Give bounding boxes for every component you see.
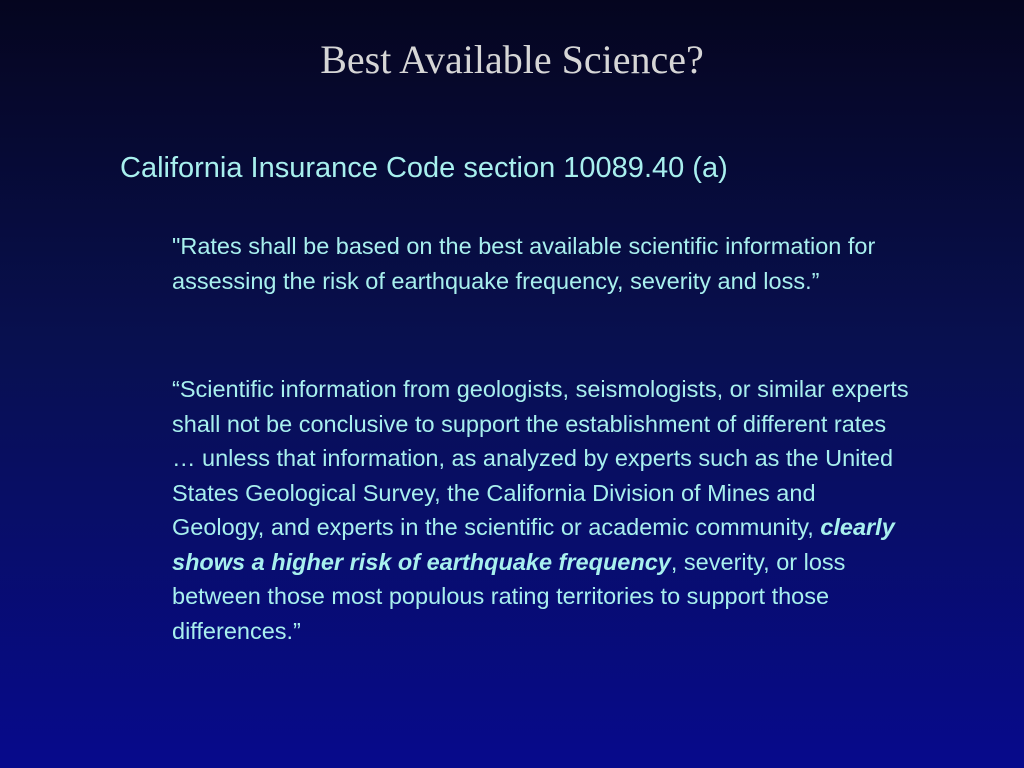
emphasized-phrase: clearly shows a higher risk of earthquake frequency xyxy=(172,514,895,575)
code-section-heading: California Insurance Code section 10089.40 (a) xyxy=(120,152,728,184)
quote-rates: "Rates shall be based on the best available scientific information for assessing the risk of earthquake frequency, severity and loss.” xyxy=(172,233,876,294)
quote-text-part2: , severity, or loss between those most populous rating territories to support those differences.” xyxy=(172,548,846,644)
slide-title: Best Available Science? xyxy=(320,37,704,82)
quote-text-part1: “Scientific information from geologists, seismologists, or similar experts shall not be conclusive to support the establishment of different rates … unless that information, as analyzed by experts such as the United States Geological Survey, the California Division of Mines and Geology, and experts in the scientific or academic community, xyxy=(172,376,909,540)
quote-scientific-information xyxy=(172,372,912,648)
